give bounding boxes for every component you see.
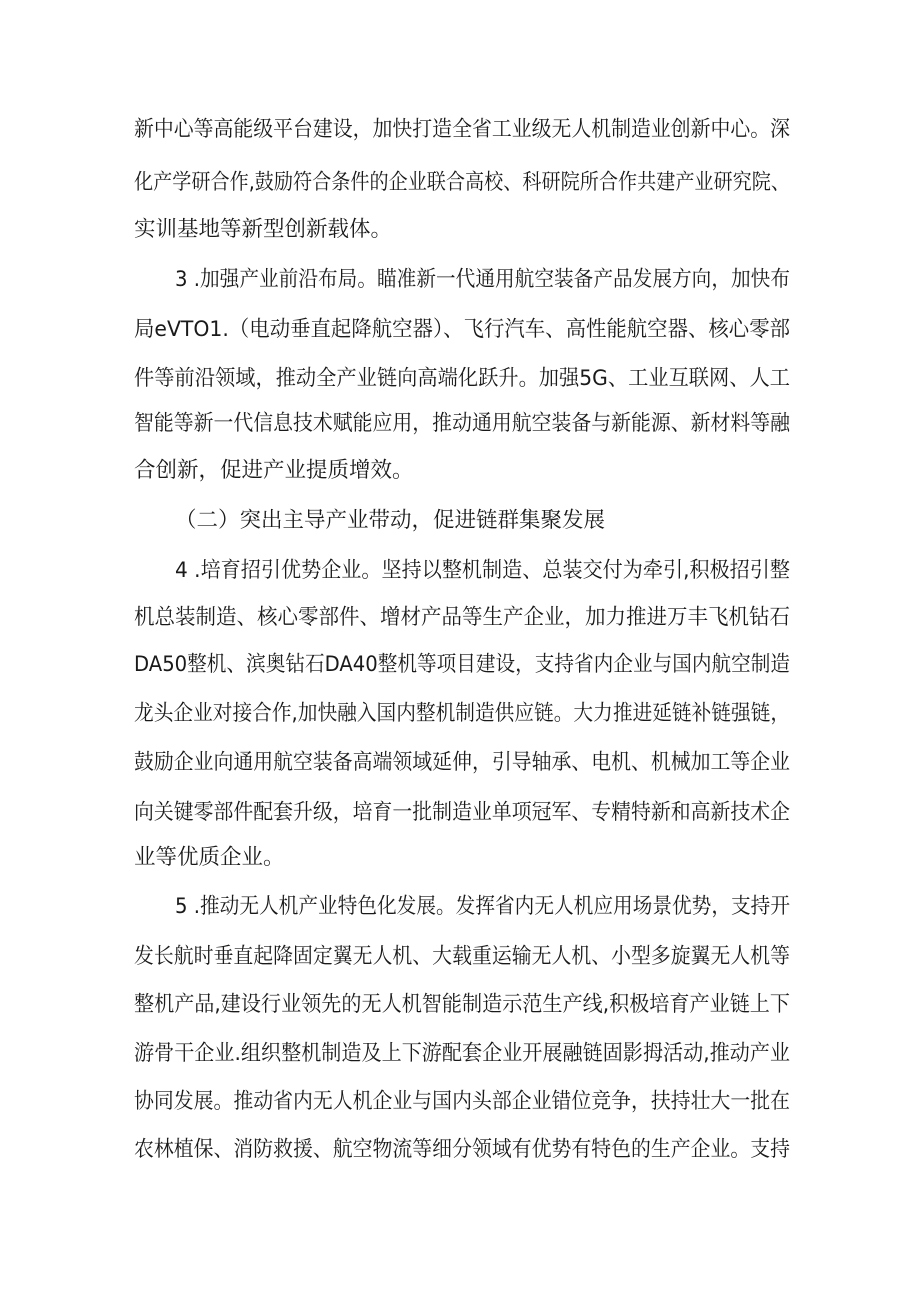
line-text: DA50整机、滨奥钻石DA40整机等项目建设，支持省内企业与国内航空制造 <box>134 652 790 677</box>
heading-text: （二）突出主导产业带动，促进链群集聚发展 <box>175 508 606 533</box>
line-text: 5 .推动无人机产业特色化发展。发挥省内无人机应用场景优势，支持开 <box>175 894 791 919</box>
line-text: 4 .培育招引优势企业。坚持以整机制造、总装交付为牵引,积极招引整 <box>175 558 791 583</box>
text-line <box>0 163 920 203</box>
text-line <box>0 359 920 399</box>
text-line <box>0 838 920 878</box>
text-line <box>0 404 920 444</box>
text-line <box>0 1034 920 1074</box>
text-line <box>0 598 920 638</box>
line-text: 3 .加强产业前沿布局。瞄准新一代通用航空装备产品发展方向，加快布 <box>175 267 791 292</box>
line-text: 游骨干企业.组织整机制造及上下游配套企业开展融链固影拇活动,推动产业 <box>134 1041 790 1066</box>
text-line <box>0 743 920 783</box>
text-line <box>0 793 920 833</box>
line-text: 局eVTO1.（电动垂直起降航空器）、飞行汽车、高性能航空器、核心零部 <box>134 317 791 342</box>
text-line <box>0 1082 920 1122</box>
text-line <box>0 937 920 977</box>
line-text: 新中心等高能级平台建设，加快打造全省工业级无人机制造业创新中心。深 <box>134 117 791 142</box>
text-line <box>0 1130 920 1170</box>
line-text: 合创新，促进产业提质增效。 <box>134 458 414 483</box>
line-text: 件等前沿领域，推动全产业链向高端化跃升。加强5G、工业互联网、人工 <box>134 366 791 391</box>
line-text: 整机产品,建设行业领先的无人机智能制造示范生产线,积极培育产业链上下 <box>134 992 790 1017</box>
text-line <box>0 451 920 491</box>
line-text: 龙头企业对接合作,加快融入国内整机制造供应链。大力推进延链补链强链， <box>134 701 791 726</box>
text-line <box>0 551 920 591</box>
line-text: 实训基地等新型创新载体。 <box>134 217 393 242</box>
text-line <box>0 645 920 685</box>
line-text: 业等优质企业。 <box>134 845 285 870</box>
section-heading <box>0 501 920 541</box>
line-text: 协同发展。推动省内无人机企业与国内头部企业错位竞争，扶持壮大一批在 <box>134 1089 791 1114</box>
line-text: 智能等新一代信息技术赋能应用，推动通用航空装备与新能源、新材料等融 <box>134 411 791 436</box>
line-text: 发长航时垂直起降固定翼无人机、大载重运输无人机、小型多旋翼无人机等 <box>134 944 791 969</box>
text-line <box>0 887 920 927</box>
line-text: 化产学研合作,鼓励符合条件的企业联合高校、科研院所合作共建产业研究院、 <box>134 170 791 195</box>
text-line <box>0 694 920 734</box>
line-text: 向关键零部件配套升级，培育一批制造业单项冠军、专精特新和高新技术企 <box>134 800 791 825</box>
line-text: 机总装制造、核心零部件、增材产品等生产企业，加力推进万丰飞机钻石 <box>134 605 791 630</box>
text-line <box>0 985 920 1025</box>
text-line <box>0 260 920 300</box>
text-line <box>0 110 920 150</box>
line-text: 农林植保、消防救援、航空物流等细分领域有优势有特色的生产企业。支持 <box>134 1137 791 1162</box>
line-text: 鼓励企业向通用航空装备高端领域延伸，引导轴承、电机、机械加工等企业 <box>134 750 791 775</box>
text-line <box>0 210 920 250</box>
text-line <box>0 310 920 350</box>
